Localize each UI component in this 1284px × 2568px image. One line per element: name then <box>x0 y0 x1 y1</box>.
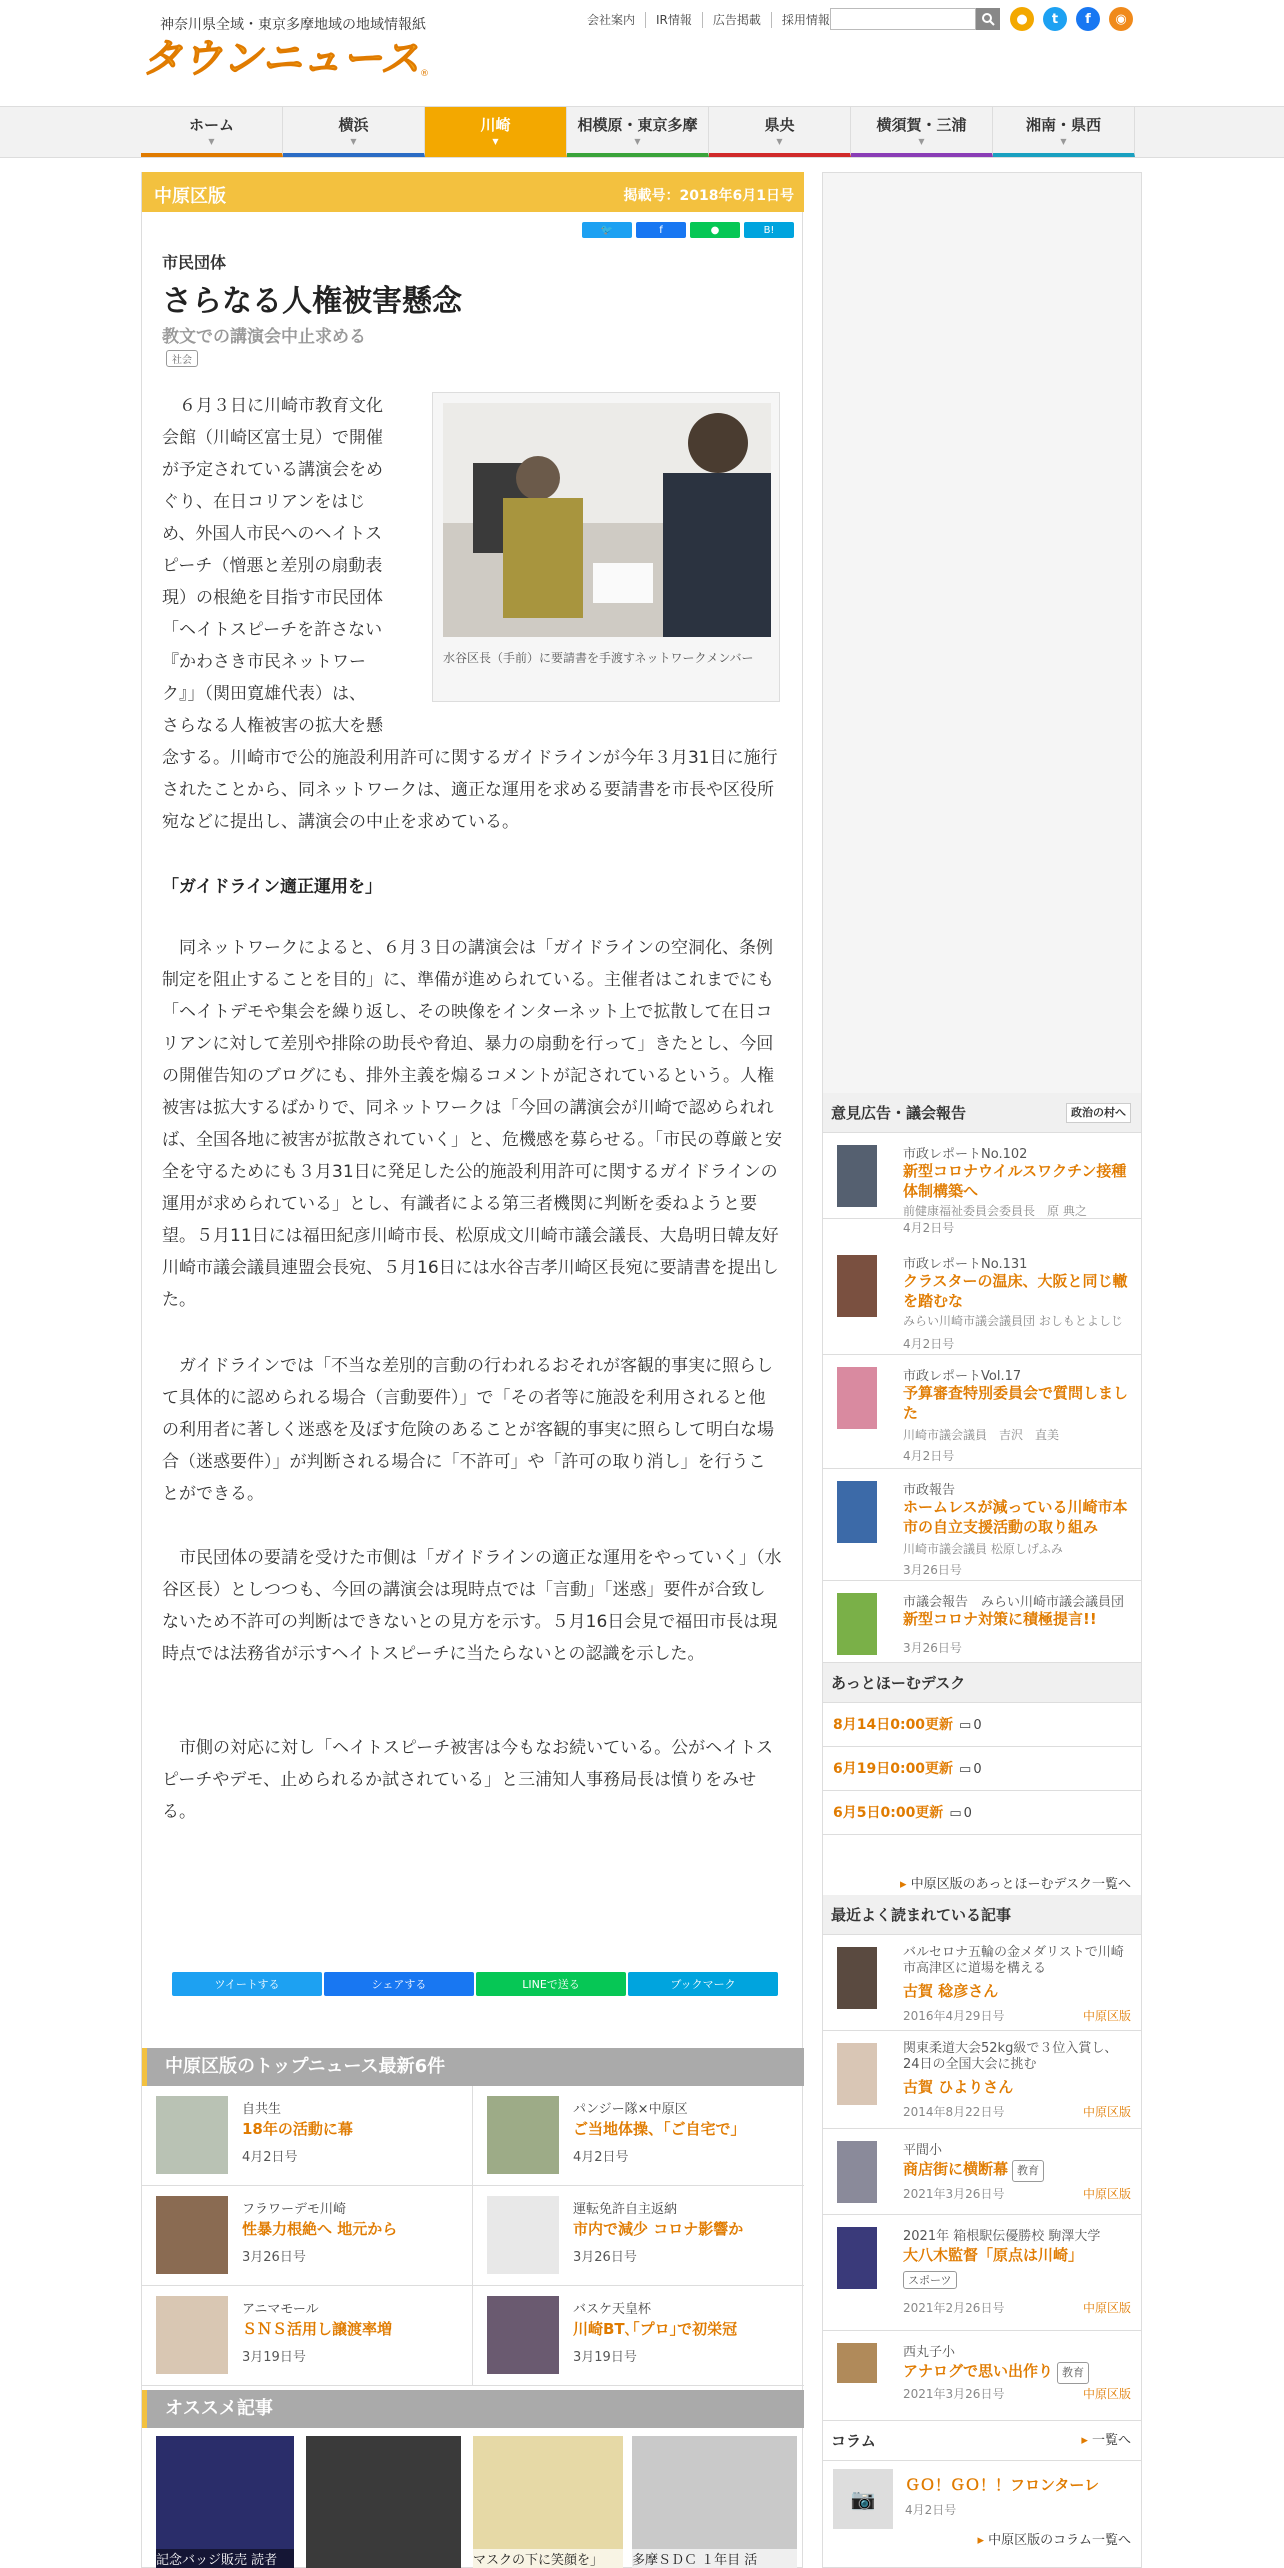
desk-heading: あっとほーむデスク <box>823 1663 1141 1703</box>
nav-label: 湘南・県西 <box>1025 116 1101 134</box>
lead-line: ぐり、在日コリアンをはじ <box>162 492 366 512</box>
chevron-right-icon: ▸ <box>899 1877 907 1892</box>
news-thumb <box>156 2196 228 2274</box>
column-heading <box>823 2421 1141 2461</box>
report-thumb <box>837 1593 877 1655</box>
popular-kicker: 関東柔道大会52kg級で３位入賞し、24日の全国大会に挑む <box>903 2041 1118 2072</box>
desk-item[interactable] <box>823 1747 1141 1791</box>
svg-text:®: ® <box>420 69 429 79</box>
nav-label: ホーム <box>188 116 234 134</box>
chevron-down-icon: ▼ <box>634 137 641 146</box>
facebook-icon: f <box>659 224 663 236</box>
recommend-item[interactable] <box>473 2436 623 2568</box>
chevron-right-icon: ▸ <box>977 2533 984 2548</box>
site-header <box>0 0 1284 106</box>
nav-kenou[interactable] <box>709 107 851 157</box>
popular-date: 2021年2月26日号 <box>903 2301 1005 2315</box>
news-date: 3月26日号 <box>573 2250 637 2265</box>
report-thumb <box>837 1481 877 1543</box>
report-item[interactable] <box>823 1133 1141 1219</box>
popular-thumb <box>837 2141 877 2203</box>
popular-edition: 中原区版 <box>1082 2387 1131 2401</box>
lead-line: が予定されている講演会をめ <box>162 460 383 480</box>
camera-icon: 📷 <box>833 2469 893 2529</box>
report-author: 川崎市議会議員 吉沢 直美 <box>903 1428 1060 1442</box>
news-date: 3月19日号 <box>242 2350 306 2365</box>
photo-caption: 水谷区長（手前）に要請書を手渡すネットワークメンバー <box>443 651 754 665</box>
report-date: 4月2日号 <box>903 1337 955 1351</box>
report-kicker: 市政レポートVol.17 <box>903 1369 1022 1384</box>
article-subtitle: 教文での講演会中止求める <box>162 327 366 347</box>
column-more-label: 中原区版のコラム一覧へ <box>988 2533 1131 2548</box>
article-title: さらなる人権被害懸念 <box>162 284 462 319</box>
news-date: 4月2日号 <box>242 2150 298 2165</box>
site-tagline: 神奈川県全域・東京多摩地域の地域情報紙 <box>160 17 426 33</box>
popular-edition: 中原区版 <box>1082 2105 1131 2119</box>
ad-space <box>823 173 1141 1093</box>
lead-line: ピーチ（憎悪と差別の扇動表 <box>162 556 383 576</box>
popular-kicker: 平間小 <box>903 2143 943 2158</box>
lead-line: ６月３日に川崎市教育文化 <box>179 396 383 416</box>
button-label: ブックマーク <box>670 1978 736 1991</box>
news-headline[interactable]: ＳＮＳ活用し譲渡率増 <box>242 2320 393 2338</box>
lead-line: 会館（川崎区富士見）で開催 <box>162 428 383 448</box>
nav-label: 川崎 <box>480 116 511 134</box>
desk-item[interactable] <box>823 1791 1141 1835</box>
recommend-caption: マスクの下に笑顔を」 <box>473 2549 623 2568</box>
report-kicker: 市議会報告 みらい川崎市議会議員団 <box>903 1595 1125 1610</box>
main-nav <box>0 106 1284 158</box>
desk-more-link[interactable] <box>900 1873 1131 1892</box>
article-paragraph: ガイドラインでは「不当な差別的言動の行われるおそれが客観的事実に照らして具体的に認められる場合（言動要件）」で「その者等に施設を利用されると他の利用者に著しく迷惑を及ぼす危険のあることが客観的事実に照らして明白な場合（迷惑要件）」が判断される場合に「不許可」や「許可の取り消し」を行うことができる。 <box>162 1356 774 1504</box>
nav-yokohama[interactable] <box>283 107 425 157</box>
article-photo <box>432 392 780 702</box>
hatena-icon: B! <box>763 224 775 236</box>
recommend-item[interactable] <box>306 2436 461 2568</box>
comment-icon: ▭ <box>959 1762 972 1777</box>
popular-thumb <box>837 2227 877 2289</box>
popular-item[interactable] <box>823 2215 1141 2331</box>
comment-icon: ▭ <box>949 1806 962 1821</box>
bottom-tweet-button[interactable] <box>172 1972 322 1996</box>
popular-headline[interactable]: 大八木監督「原点は川崎」 <box>903 2246 1084 2264</box>
nav-home[interactable] <box>141 107 283 157</box>
news-date: 3月26日号 <box>242 2250 306 2265</box>
desk-label: 8月14日0:00更新 <box>833 1717 954 1733</box>
top-news-item[interactable] <box>142 2286 473 2386</box>
desk-count: 0 <box>973 1718 982 1733</box>
popular-date: 2014年8月22日号 <box>903 2105 1005 2119</box>
link-ir[interactable]: IR情報 <box>646 12 703 28</box>
line-icon: ● <box>710 224 720 236</box>
report-author: みらい川崎市議会議員団 おしもとよしじ <box>903 1314 1123 1328</box>
news-thumb <box>156 2096 228 2174</box>
report-item[interactable] <box>823 1243 1141 1355</box>
lead-line: 『かわさき市民ネットワー <box>162 652 366 672</box>
facebook-icon[interactable]: f <box>1076 7 1100 31</box>
desk-label: 6月19日0:00更新 <box>833 1761 954 1777</box>
recommend-item[interactable] <box>156 2436 294 2568</box>
report-item[interactable] <box>823 1355 1141 1469</box>
report-headline[interactable]: クラスターの温床、大阪と同じ轍を踏むな <box>903 1272 1128 1310</box>
article-lead-cont: 念する。川崎市で公的施設利用許可に関するガイドラインが今年３月31日に施行されたことから、同ネットワークは、適正な運用を求める要請書を市長や区役所宛などに提出し、講演会の中止を求めている。 <box>162 748 778 832</box>
column-headline[interactable]: ＧＯ！ＧＯ！！フロンターレ <box>905 2476 1100 2494</box>
nav-label: 県央 <box>764 116 795 134</box>
issue-date: 掲載号：2018年6月1日号 <box>623 188 794 204</box>
popular-thumb <box>837 2343 877 2383</box>
article-tag[interactable]: 社会 <box>166 350 198 367</box>
news-kicker: 自共生 <box>242 2102 282 2117</box>
report-date: 3月26日号 <box>903 1641 962 1655</box>
popular-edition: 中原区版 <box>1082 2301 1131 2315</box>
news-kicker: バスケ天皇杯 <box>573 2302 652 2317</box>
search-button[interactable] <box>976 8 1000 30</box>
news-thumb <box>487 2196 559 2274</box>
link-company[interactable]: 会社案内 <box>577 12 646 28</box>
report-thumb <box>837 1145 877 1207</box>
column-heading-label: コラム <box>831 2432 876 2450</box>
chat-icon[interactable]: ● <box>1010 7 1034 31</box>
photo-image <box>443 403 771 637</box>
report-headline[interactable]: ホームレスが減っている川崎市本市の自立支援活動の取り組み <box>903 1498 1128 1536</box>
news-headline[interactable]: 市内で減少 コロナ影響か <box>573 2220 744 2238</box>
news-thumb <box>487 2096 559 2174</box>
bottom-line-button[interactable] <box>476 1972 626 1996</box>
chevron-down-icon: ▼ <box>208 137 215 146</box>
twitter-icon: 🐦 <box>600 224 614 236</box>
top-news-item[interactable] <box>142 2186 473 2286</box>
button-label: シェアする <box>371 1978 427 1991</box>
article-column <box>141 172 803 2568</box>
bottom-bookmark-button[interactable] <box>628 1972 778 1996</box>
link-ads[interactable]: 広告掲載 <box>703 12 772 28</box>
opinion-heading-label: 意見広告・議会報告 <box>831 1104 967 1122</box>
recommend-caption: 記念バッジ販売 読者 <box>156 2549 294 2568</box>
news-headline[interactable]: 川崎BT､｢プロ｣で初栄冠 <box>573 2320 738 2338</box>
button-label: ツイートする <box>214 1978 280 1991</box>
article-subheading: 「ガイドライン適正運用を」 <box>162 877 382 897</box>
report-date: 4月2日号 <box>903 1449 955 1463</box>
article-category: 市民団体 <box>162 253 227 272</box>
report-kicker: 市政報告 <box>903 1483 956 1498</box>
search-icon <box>981 12 995 26</box>
edition-bar <box>142 172 804 212</box>
lead-line: 「ヘイトスピーチを許さない <box>162 620 383 640</box>
popular-headline[interactable]: 古賀 稔彦さん <box>903 1982 999 2000</box>
desk-more-label: 中原区版のあっとほーむデスク一覧へ <box>910 1877 1131 1892</box>
popular-headline[interactable]: アナログで思い出作り <box>903 2362 1054 2380</box>
popular-headline[interactable]: 商店街に横断幕 <box>903 2160 1009 2178</box>
report-date-row <box>823 1219 1141 1239</box>
column-list-label: 一覧へ <box>1091 2433 1131 2448</box>
popular-kicker: 西丸子小 <box>903 2345 956 2360</box>
report-kicker: 市政レポートNo.131 <box>903 1257 1028 1272</box>
report-headline[interactable]: 新型コロナウイルスワクチン接種体制構築へ <box>903 1162 1127 1200</box>
news-kicker: フラワーデモ川崎 <box>242 2202 347 2217</box>
svg-text:タウンニュース: タウンニュース <box>142 36 420 82</box>
popular-edition: 中原区版 <box>1082 2187 1131 2201</box>
popular-item[interactable] <box>823 2129 1141 2215</box>
top-news-item[interactable] <box>142 2086 473 2186</box>
nav-sagamihara[interactable] <box>567 107 709 157</box>
lead-line: め、外国人市民へのヘイトス <box>162 524 383 544</box>
desk-label: 6月5日0:00更新 <box>833 1805 944 1821</box>
popular-heading: 最近よく読まれている記事 <box>823 1895 1141 1935</box>
nav-label: 横須賀・三浦 <box>876 116 967 134</box>
article-paragraph: 市民団体の要請を受けた市側は「ガイドラインの適正な運用をやっていく」（水谷区長）としつつも、今回の講演会は現時点では「言動」「迷惑」要件が合致しないため不許可の判断はできないとの見方を示す。５月16日会見で福田市長は現時点では法務省が示すヘイトスピーチに当たらないとの認識を示した。 <box>162 1548 782 1664</box>
site-logo[interactable] <box>140 30 430 82</box>
news-thumb <box>156 2296 228 2374</box>
popular-item[interactable] <box>823 2031 1141 2129</box>
desk-item[interactable] <box>823 1703 1141 1747</box>
line-share-button[interactable] <box>690 222 740 238</box>
recommend-item[interactable] <box>632 2436 797 2568</box>
popular-item[interactable] <box>823 1935 1141 2031</box>
nav-shonan[interactable] <box>993 107 1135 157</box>
edition-label: 中原区版 <box>154 186 226 207</box>
popular-kicker: 2021年 箱根駅伝優勝校 駒澤大学 <box>903 2229 1101 2244</box>
report-kicker: 市政レポートNo.102 <box>903 1147 1028 1162</box>
top-news-item[interactable] <box>473 2286 804 2386</box>
opinion-heading <box>823 1093 1141 1133</box>
hatena-bookmark-button[interactable] <box>744 222 794 238</box>
news-headline[interactable]: 18年の活動に幕 <box>242 2120 353 2138</box>
desk-count: 0 <box>973 1762 982 1777</box>
news-kicker: アニマモール <box>242 2302 319 2317</box>
article-lead <box>162 390 412 742</box>
desk-count: 0 <box>963 1806 972 1821</box>
popular-item[interactable] <box>823 2331 1141 2421</box>
news-headline[interactable]: ご当地体操、「ご自宅で」 <box>573 2120 746 2138</box>
recommend-heading: オススメ記事 <box>142 2390 804 2428</box>
lead-line: 現）の根絶を目指す市民団体 <box>162 588 383 608</box>
popular-date: 2016年4月29日号 <box>903 2009 1005 2023</box>
column-more-link[interactable] <box>977 2529 1131 2548</box>
facebook-share-button[interactable] <box>636 222 686 238</box>
popular-headline[interactable]: 古賀 ひよりさん <box>903 2078 1014 2096</box>
popular-kicker: バルセロナ五輪の金メダリストで川崎市高津区に道場を構える <box>903 1945 1124 1976</box>
tweet-button[interactable] <box>582 222 632 238</box>
popular-edition: 中原区版 <box>1082 2009 1131 2023</box>
news-kicker: 運転免許自主返納 <box>573 2202 678 2217</box>
nav-kawasaki[interactable] <box>425 107 567 157</box>
news-date: 3月19日号 <box>573 2350 637 2365</box>
nav-yokosuka[interactable] <box>851 107 993 157</box>
column-list-link[interactable] <box>1081 2421 1131 2461</box>
article-paragraph: 市側の対応に対し「ヘイトスピーチ被害は今もなお続いている。公がヘイトスピーチやデモ、止められるか試されている」と三浦知人事務局長は憤りをみせる。 <box>162 1738 773 1822</box>
chevron-down-icon: ▼ <box>1060 137 1067 146</box>
report-item[interactable] <box>823 1581 1141 1663</box>
top-news-item[interactable] <box>473 2186 804 2286</box>
report-headline[interactable]: 予算審査特別委員会で質問しました <box>903 1384 1129 1422</box>
top-news-item[interactable] <box>473 2086 804 2186</box>
chevron-right-icon: ▸ <box>1081 2433 1088 2448</box>
article-paragraph: 同ネットワークによると、６月３日の講演会は「ガイドラインの空洞化、条例制定を阻止することを目的」に、準備が進められている。主催者はこれまでにも「ヘイトデモや集会を繰り返し、その映像をインターネット上で拡散して在日コリアンに対して差別や排除の助長や脅迫、暴力の扇動を行って」きたとし、今回の開催告知のブログにも、排外主義を煽るコメントが記されているという。人権被害は拡大するばかりで、同ネットワークは「今回の講演会が川崎で認められれば、全国各地に被害が拡散されていく」と、危機感を募らせる。「市民の尊厳と安全を守るためにも３月31日に発足した公的施設利用許可に関するガイドラインの運用が求められている」とし、有識者による第三者機関に判断を委ねようと要望。５月11日には福田紀彦川崎市長、松原成文川崎市議会議長、大島明日韓友好川崎市議会議員連盟会長宛、５月16日には水谷吉孝川崎区長宛に要請書を提出した。 <box>162 938 782 1310</box>
report-date: 3月26日号 <box>903 1563 962 1577</box>
comment-icon: ▭ <box>959 1718 972 1733</box>
column-date: 4月2日号 <box>905 2503 957 2517</box>
report-author: 前健康福祉委員会委員長 原 典之 <box>903 1204 1087 1218</box>
chevron-down-icon: ▼ <box>918 137 925 146</box>
sidebar <box>822 172 1142 2568</box>
popular-tag[interactable]: スポーツ <box>903 2271 957 2289</box>
news-headline[interactable]: 性暴力根絶へ 地元から <box>242 2220 398 2238</box>
button-label: LINEで送る <box>522 1978 580 1991</box>
nav-label: 横浜 <box>338 116 369 134</box>
top-links <box>577 12 840 28</box>
news-kicker: パンジー隊×中原区 <box>573 2102 688 2117</box>
bottom-facebook-button[interactable] <box>324 1972 474 1996</box>
nav-label: 相模原・東京多摩 <box>577 116 698 134</box>
lead-line: ク』」（関田寛雄代表）は、 <box>162 684 366 704</box>
report-date: 4月2日号 <box>903 1221 955 1235</box>
report-item[interactable] <box>823 1469 1141 1581</box>
politics-village-link[interactable]: 政治の村へ <box>1066 1103 1131 1123</box>
popular-date: 2021年3月26日号 <box>903 2187 1005 2201</box>
twitter-icon[interactable]: t <box>1043 7 1067 31</box>
report-headline[interactable]: 新型コロナ対策に積極提言!! <box>903 1610 1097 1628</box>
link-recruit[interactable]: 採用情報 <box>781 13 830 27</box>
recommend-caption: 多摩ＳＤＣ １年目 活 <box>632 2549 797 2568</box>
popular-tag[interactable]: 教育 <box>1012 2160 1044 2182</box>
popular-thumb <box>837 1947 877 2009</box>
popular-date: 2021年3月26日号 <box>903 2387 1005 2401</box>
news-date: 4月2日号 <box>573 2150 629 2165</box>
chevron-down-icon: ▼ <box>350 137 357 146</box>
chevron-down-icon: ▼ <box>776 137 783 146</box>
lead-line: さらなる人権被害の拡大を懸 <box>162 716 383 736</box>
popular-tag[interactable]: 教育 <box>1057 2362 1089 2384</box>
popular-thumb <box>837 2043 877 2105</box>
search-input[interactable] <box>830 8 976 30</box>
chevron-down-icon: ▼ <box>492 137 499 146</box>
rss-icon[interactable]: ◉ <box>1109 7 1133 31</box>
report-thumb <box>837 1367 877 1429</box>
news-thumb <box>487 2296 559 2374</box>
report-thumb <box>837 1255 877 1317</box>
report-author: 川崎市議会議員 松原しげふみ <box>903 1542 1063 1556</box>
top-news-heading: 中原区版のトップニュース最新6件 <box>142 2048 804 2086</box>
